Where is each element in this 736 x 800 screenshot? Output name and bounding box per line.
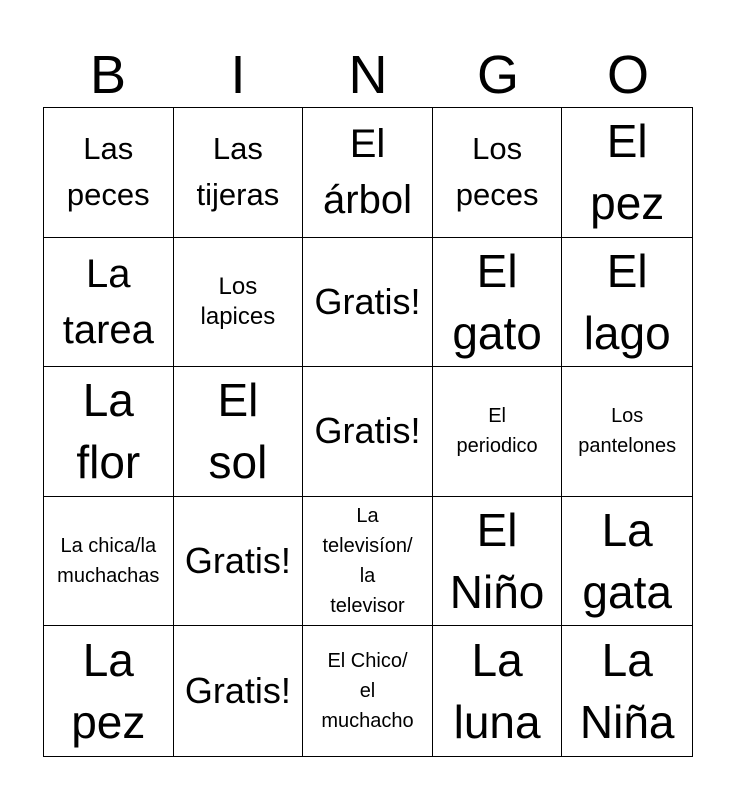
bingo-cell-r4c5[interactable] xyxy=(562,497,692,627)
header-letter-n: N xyxy=(348,45,388,105)
header-letter-b: B xyxy=(89,45,127,105)
bingo-cell-r1c4[interactable] xyxy=(433,108,563,238)
bingo-cell-r4c4[interactable] xyxy=(433,497,563,627)
bingo-cell-r3c5[interactable] xyxy=(562,367,692,497)
bingo-cell-r3c2[interactable] xyxy=(174,367,304,497)
bingo-cell-r5c2[interactable] xyxy=(174,626,304,756)
cell-label: La Niña xyxy=(579,634,675,749)
bingo-cell-r4c1[interactable] xyxy=(44,497,174,627)
cell-label: Gratis! xyxy=(314,410,421,452)
bingo-cell-r3c4[interactable] xyxy=(433,367,563,497)
header-letter-g: G xyxy=(476,45,519,105)
cell-label: El pez xyxy=(590,115,665,230)
cell-label: El árbol xyxy=(323,122,412,223)
cell-label: Los peces xyxy=(455,131,539,213)
cell-label: La chica/la muchachas xyxy=(57,535,160,588)
bingo-cell-r5c1[interactable] xyxy=(44,626,174,756)
cell-label: El Chico/ el muchacho xyxy=(321,650,414,733)
bingo-cell-r2c4[interactable] xyxy=(433,238,563,368)
bingo-cell-r3c1[interactable] xyxy=(44,367,174,497)
bingo-cell-r4c3[interactable] xyxy=(303,497,433,627)
bingo-cell-r5c4[interactable] xyxy=(433,626,563,756)
bingo-cell-r5c5[interactable] xyxy=(562,626,692,756)
bingo-cell-r1c5[interactable] xyxy=(562,108,692,238)
bingo-cell-r2c2[interactable] xyxy=(174,238,304,368)
cell-label: El lago xyxy=(583,244,671,359)
bingo-board xyxy=(43,107,693,757)
bingo-header xyxy=(43,42,693,108)
cell-label: Las peces xyxy=(66,131,150,213)
cell-label: Los pantelones xyxy=(578,405,677,458)
cell-label: Los lapices xyxy=(200,272,276,330)
cell-label: La televisíon/ la televisor xyxy=(322,505,413,618)
cell-label: La pez xyxy=(71,634,146,749)
cell-label: La luna xyxy=(453,634,541,749)
cell-label: Gratis! xyxy=(184,670,291,712)
bingo-cell-r4c2[interactable] xyxy=(174,497,304,627)
cell-label: Gratis! xyxy=(314,280,421,322)
cell-label: El periodico xyxy=(456,405,538,458)
bingo-cell-r5c3[interactable] xyxy=(303,626,433,756)
bingo-cell-r2c5[interactable] xyxy=(562,238,692,368)
bingo-cell-r1c3[interactable] xyxy=(303,108,433,238)
cell-label: El sol xyxy=(208,374,268,489)
cell-label: La gata xyxy=(582,504,672,619)
bingo-cell-r2c3[interactable] xyxy=(303,238,433,368)
cell-label: La tarea xyxy=(62,251,154,352)
header-letter-i: I xyxy=(230,45,246,105)
header-letter-o: O xyxy=(606,45,649,105)
cell-label: El gato xyxy=(452,244,542,359)
cell-label: Gratis! xyxy=(184,540,291,582)
cell-label: El Niño xyxy=(449,504,545,619)
cell-label: La flor xyxy=(76,374,141,489)
bingo-cell-r1c2[interactable] xyxy=(174,108,304,238)
bingo-cell-r2c1[interactable] xyxy=(44,238,174,368)
bingo-cell-r1c1[interactable] xyxy=(44,108,174,238)
bingo-cell-r3c3[interactable] xyxy=(303,367,433,497)
cell-label: Las tijeras xyxy=(196,131,280,213)
